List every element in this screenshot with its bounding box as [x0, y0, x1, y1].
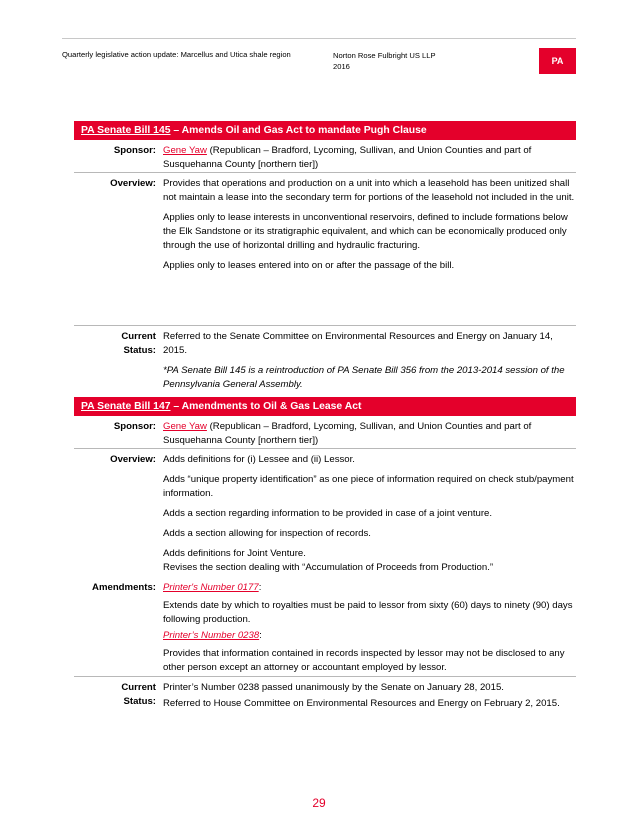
- page-number: 29: [312, 796, 326, 810]
- header-firm: [333, 50, 436, 72]
- status-label-line2: Status:: [123, 696, 156, 707]
- printers-number-0177-link[interactable]: Printer's Number 0177: [163, 582, 259, 593]
- reintroduction-note: *PA Senate Bill 145 is a reintroduction of PA Senate Bill 356 from the 2013-2014 session of the Pennsylvania General Assembly.: [163, 365, 565, 390]
- bill-147-title-bar: [74, 397, 576, 416]
- overview-paragraph: Applies only to lease interests in unconventional reservoirs, defined to include formations below the Elk Sandstone or its stratigraphic equivalent, and which can be economically produced only through the use of horizontal drilling and hydraulic fracturing.: [163, 212, 568, 251]
- bill-145-overview-row: [74, 173, 576, 326]
- bill-145-link[interactable]: PA Senate Bill 145: [81, 125, 171, 136]
- state-badge: PA: [539, 48, 576, 74]
- bill-147-overview-amendments-row: [74, 449, 576, 677]
- bill-145-title-bar: [74, 121, 576, 140]
- sponsor-value: [156, 140, 576, 172]
- overview-paragraph: Adds definitions for Joint Venture.: [163, 548, 306, 559]
- bill-147-status-row: [74, 677, 576, 737]
- colon: :: [258, 582, 262, 593]
- colon: :: [259, 630, 262, 641]
- status-paragraph: Referred to House Committee on Environmental Resources and Energy on February 2, 2015.: [163, 698, 560, 709]
- bill-145-sponsor-row: [74, 140, 576, 173]
- overview-paragraph: Adds a section regarding information to be provided in case of a joint venture.: [163, 508, 493, 519]
- amendment-0238-text: Provides that information contained in records inspected by lessor may not be disclosed to any other person except an attorney or accountant employed by lessor.: [163, 648, 565, 673]
- overview-label: Overview:: [110, 178, 156, 189]
- status-label-line1: Current: [121, 682, 156, 693]
- bill-147-section: [74, 397, 576, 737]
- status-text: [156, 326, 576, 396]
- overview-amendments-text: [156, 449, 576, 676]
- sponsor-label: Sponsor:: [113, 145, 156, 156]
- header-doc-title: Quarterly legislative action update: Marcellus and Utica shale region: [62, 50, 291, 59]
- bill-145-status-row: [74, 326, 576, 396]
- status-paragraph: Referred to the Senate Committee on Environmental Resources and Energy on January 14, 2015.: [163, 331, 553, 356]
- header-year: 2016: [333, 62, 350, 71]
- overview-paragraph: Adds “unique property identification” as one piece of information required on check stub/payment information.: [163, 474, 574, 499]
- printers-number-0238-link[interactable]: Printer’s Number 0238: [163, 630, 260, 641]
- labels-column: [74, 449, 156, 676]
- sponsor-details: (Republican – Bradford, Lycoming, Sullivan, and Union Counties and part of Susquehanna County [northern tier]): [163, 145, 532, 170]
- status-label: [74, 677, 156, 737]
- overview-text: [156, 173, 576, 325]
- sponsor-link[interactable]: Gene Yaw: [163, 421, 207, 432]
- status-paragraph: Printer’s Number 0238 passed unanimously by the Senate on January 28, 2015.: [163, 682, 504, 693]
- header-firm-name: Norton Rose Fulbright US LLP: [333, 51, 436, 60]
- bill-145-section: [74, 121, 576, 396]
- overview-paragraph: Adds a section allowing for inspection of records.: [163, 528, 371, 539]
- revises-paragraph: Revises the section dealing with “Accumulation of Proceeds from Production.”: [163, 562, 494, 573]
- bill-147-sponsor-row: [74, 416, 576, 449]
- sponsor-link[interactable]: Gene Yaw: [163, 145, 207, 156]
- overview-label: Overview:: [110, 454, 156, 465]
- status-text: [156, 677, 576, 737]
- bill-147-title: – Amendments to Oil & Gas Lease Act: [170, 401, 362, 412]
- overview-paragraph: Applies only to leases entered into on or after the passage of the bill.: [163, 260, 455, 271]
- amendments-label: Amendments:: [92, 582, 156, 593]
- status-label-line1: Current: [121, 331, 156, 342]
- status-label: [74, 326, 156, 396]
- header-rule: [62, 38, 576, 39]
- overview-paragraph: Adds definitions for (i) Lessee and (ii) Lessor.: [163, 454, 355, 465]
- sponsor-value: [156, 416, 576, 448]
- bill-145-title: – Amends Oil and Gas Act to mandate Pugh Clause: [170, 125, 427, 136]
- amendment-0177-text: Extends date by which to royalties must be paid to lessor from sixty (60) days to ninety (90) days following production.: [163, 600, 573, 625]
- status-label-line2: Status:: [123, 345, 156, 356]
- overview-paragraph: Provides that operations and production on a unit into which a leasehold has been unitized shall not maintain a lease into the secondary term for portions of the leasehold not included in the unit.: [163, 178, 575, 203]
- sponsor-details: (Republican – Bradford, Lycoming, Sullivan, and Union Counties and part of Susquehanna County [northern tier]): [163, 421, 532, 446]
- bill-147-link[interactable]: PA Senate Bill 147: [81, 401, 171, 412]
- sponsor-label: Sponsor:: [113, 421, 156, 432]
